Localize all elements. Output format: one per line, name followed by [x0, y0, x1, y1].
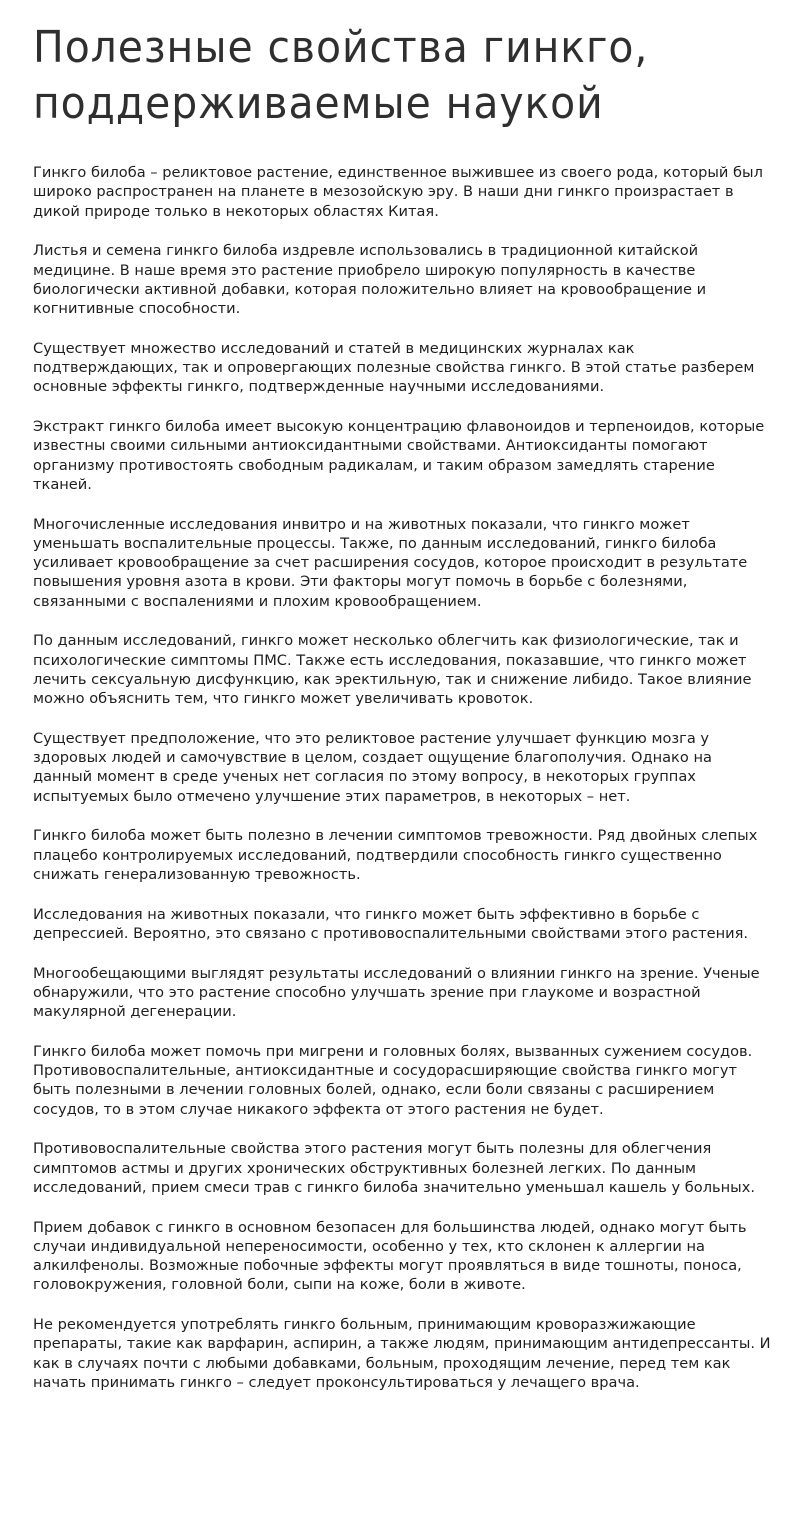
paragraph-contraindications: Не рекомендуется употреблять гинкго больным, принимающим кроворазжижающие препараты, такие как варфарин, аспирин, а также людям, принимающим антидепрессанты. И как в случаях почти с любыми добавками, больным, проходящим лечение, перед тем как начать принимать гинкго – следует проконсультироваться у лечащего врача. — [33, 1316, 771, 1392]
paragraph-intro: Гинкго билоба – реликтовое растение, единственное выжившее из своего рода, который был широко распространен на планете в мезозойскую эру. В наши дни гинкго произрастает в дикой природе только в некоторых областях Китая. — [33, 164, 763, 220]
paragraph-pms: По данным исследований, гинкго может несколько облегчить как физиологические, так и психологические симптомы ПМС. Также есть исследования, показавшие, что гинкго может лечить сексуальную дисфункцию, как эректильную, так и снижение либидо. Такое влияние можно объяснить тем, что гинкго может увеличивать кровоток. — [33, 632, 752, 708]
paragraph-asthma: Противовоспалительные свойства этого растения могут быть полезны для облегчения симптомов астмы и других хронических обструктивных болезней легких. По данным исследований, прием смеси трав с гинкго билоба значительно уменьшал кашель у больных. — [33, 1140, 755, 1196]
paragraph-brain-function: Существует предположение, что это реликтовое растение улучшает функцию мозга у здоровых людей и самочувствие в целом, создает ощущение благополучия. Однако на данный момент в среде ученых нет согласия по этому вопросу, в некоторых группах испытуемых было отмечено улучшение этих параметров, в некоторых – нет. — [33, 729, 712, 805]
article — [33, 20, 773, 1392]
paragraph-vision: Многообещающими выглядят результаты исследований о влиянии гинкго на зрение. Ученые обнаружили, что это растение способно улучшать зрение при глаукоме и возрастной макулярной дегенерации. — [33, 964, 760, 1021]
paragraph-migraine: Гинкго билоба может помочь при мигрени и головных болях, вызванных сужением сосудов. Противовоспалительные, антиоксидантные и сосудорасширяющие свойства гинкго могут быть полезными в лечении головных болей, однако, если боли связаны с расширением сосудов, то в этом случае никакого эффекта от этого растения не будет. — [33, 1042, 753, 1118]
paragraph-anxiety: Гинкго билоба может быть полезно в лечении симптомов тревожности. Ряд двойных слепых плацебо контролируемых исследований, подтвердили способность гинкго существенно снижать генерализованную тревожность. — [33, 827, 758, 884]
paragraph-depression: Исследования на животных показали, что гинкго может быть эффективно в борьбе с депрессией. Вероятно, это связано с противовоспалительными свойствами этого растения. — [33, 905, 749, 942]
article-body — [33, 163, 773, 1413]
paragraph-side-effects: Прием добавок с гинкго в основном безопасен для большинства людей, однако могут быть случаи индивидуальной непереносимости, особенно у тех, кто склонен к аллергии на алкилфенолы. Возможные побочные эффекты могут проявляться в виде тошноты, поноса, головокружения, головной боли, сыпи на коже, боли в животе. — [33, 1218, 747, 1294]
paragraph-traditional-use: Листья и семена гинкго билоба издревле использовались в традиционной китайской медицине. В наше время это растение приобрело широкую популярность в качестве биологически активной добавки, которая положительно влияет на кровообращение и когнитивные способности. — [33, 242, 707, 318]
paragraph-antioxidants: Экстракт гинкго билоба имеет высокую концентрацию флавоноидов и терпеноидов, которые известны своими сильными антиоксидантными свойствами. Антиоксиданты помогают организму противостоять свободным радикалам, и таким образом замедлять старение тканей. — [33, 418, 765, 493]
paragraph-research-overview: Существует множество исследований и статей в медицинских журналах как подтверждающих, так и опровергающих полезные свойства гинкго. В этой статье разберем основные эффекты гинкго, подтвержденные научными исследованиями. — [33, 339, 755, 396]
article-title-line-2: поддерживаемые наукой — [33, 78, 604, 129]
article-title — [33, 20, 777, 132]
paragraph-inflammation: Многочисленные исследования инвитро и на животных показали, что гинкго может уменьшать воспалительные процессы. Также, по данным исследований, гинкго билоба усиливает кровообращение за счет расширения сосудов, которое происходит в результате повышения уровня азота в крови. Эти факторы могут помочь в борьбе с болезнями, связанными с воспалениями и плохим кровообращением. — [33, 515, 748, 610]
article-title-line-1: Полезные свойства гинкго, — [33, 22, 649, 73]
